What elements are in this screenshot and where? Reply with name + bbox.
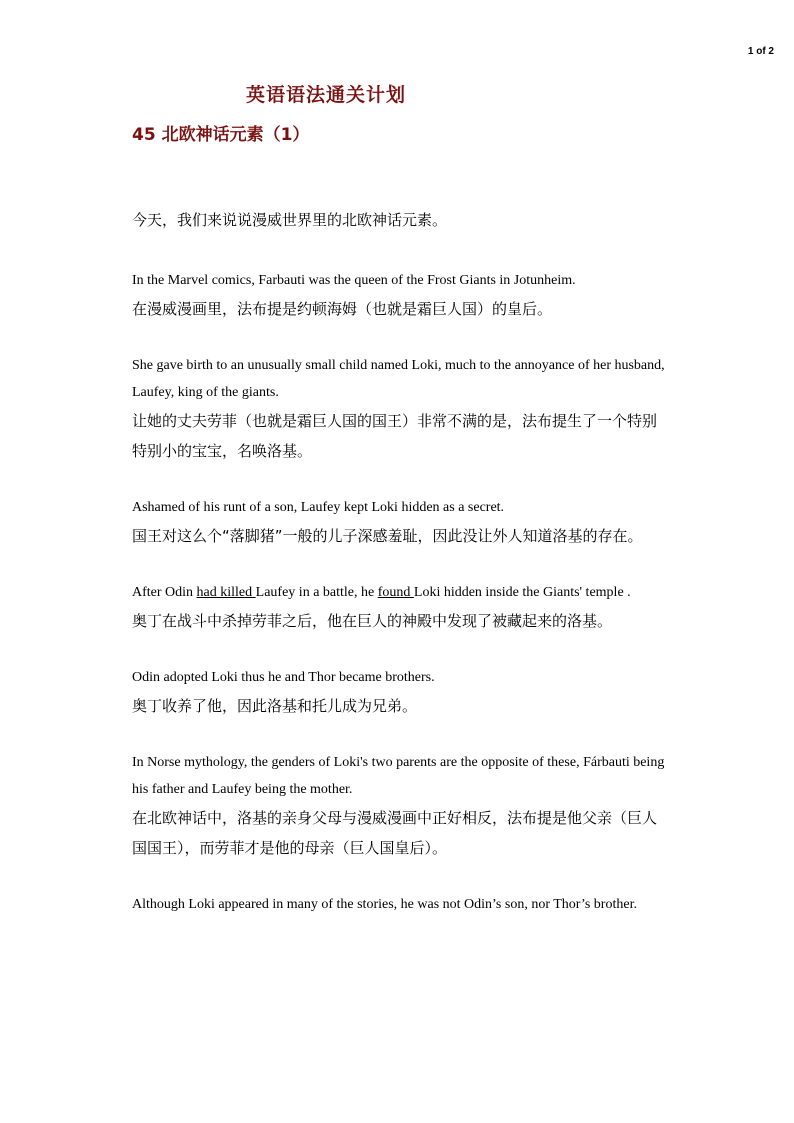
- paragraph-3: [132, 494, 666, 551]
- chinese-translation: 在漫威漫画里，法布提是约顿海姆（也就是霜巨人国）的皇后。: [132, 300, 553, 318]
- chinese-translation: 奥丁在战斗中杀掉劳菲之后，他在巨人的神殿中发现了被藏起来的洛基。: [132, 612, 613, 630]
- paragraph-2: [132, 352, 666, 466]
- underlined-verb: had killed: [196, 585, 256, 600]
- chinese-translation: 奥丁收养了他，因此洛基和托儿成为兄弟。: [132, 697, 418, 715]
- intro-text: 今天，我们来说说漫威世界里的北欧神话元素。: [132, 211, 448, 229]
- english-sentence: Ashamed of his runt of a son, Laufey kept Loki hidden as a secret.: [132, 500, 505, 515]
- english-sentence: In the Marvel comics, Farbauti was the queen of the Frost Giants in Jotunheim.: [132, 273, 576, 288]
- underlined-verb: found: [377, 585, 414, 600]
- english-sentence: [132, 579, 666, 606]
- document-title: 英语语法通关计划: [246, 84, 407, 106]
- sentence-part: Loki hidden inside the Giants' temple .: [413, 585, 631, 600]
- paragraph-4: [132, 579, 666, 636]
- chinese-translation: 在北欧神话中，洛基的亲身父母与漫威漫画中正好相反，法布提是他父亲（巨人国国王），而劳菲才是他的母亲（巨人国皇后）。: [132, 809, 658, 857]
- intro-paragraph: [132, 205, 666, 235]
- english-sentence: In Norse mythology, the genders of Loki's two parents are the opposite of these, Fárbauti being his father and Laufey being the mother.: [132, 755, 665, 797]
- english-sentence: Although Loki appeared in many of the stories, he was not Odin’s son, nor Thor’s brother.: [132, 897, 637, 912]
- sentence-part: Laufey in a battle, he: [255, 585, 378, 600]
- paragraph-7: [132, 891, 666, 918]
- lesson-subtitle: 45 北欧神话元素（1）: [132, 125, 310, 145]
- document-body: [132, 205, 666, 946]
- paragraph-1: [132, 267, 666, 324]
- paragraph-6: [132, 749, 666, 863]
- sentence-part: After Odin: [132, 585, 197, 600]
- paragraph-5: [132, 664, 666, 721]
- english-sentence: She gave birth to an unusually small child named Loki, much to the annoyance of her husband, Laufey, king of the giants.: [132, 358, 665, 400]
- page-number: 1 of 2: [747, 46, 774, 57]
- chinese-translation: 国王对这么个“落脚猪”一般的儿子深感羞耻，因此没让外人知道洛基的存在。: [132, 527, 643, 545]
- english-sentence: Odin adopted Loki thus he and Thor became brothers.: [132, 670, 435, 685]
- chinese-translation: 让她的丈夫劳菲（也就是霜巨人国的国王）非常不满的是，法布提生了一个特别特别小的宝宝，名唤洛基。: [132, 412, 658, 460]
